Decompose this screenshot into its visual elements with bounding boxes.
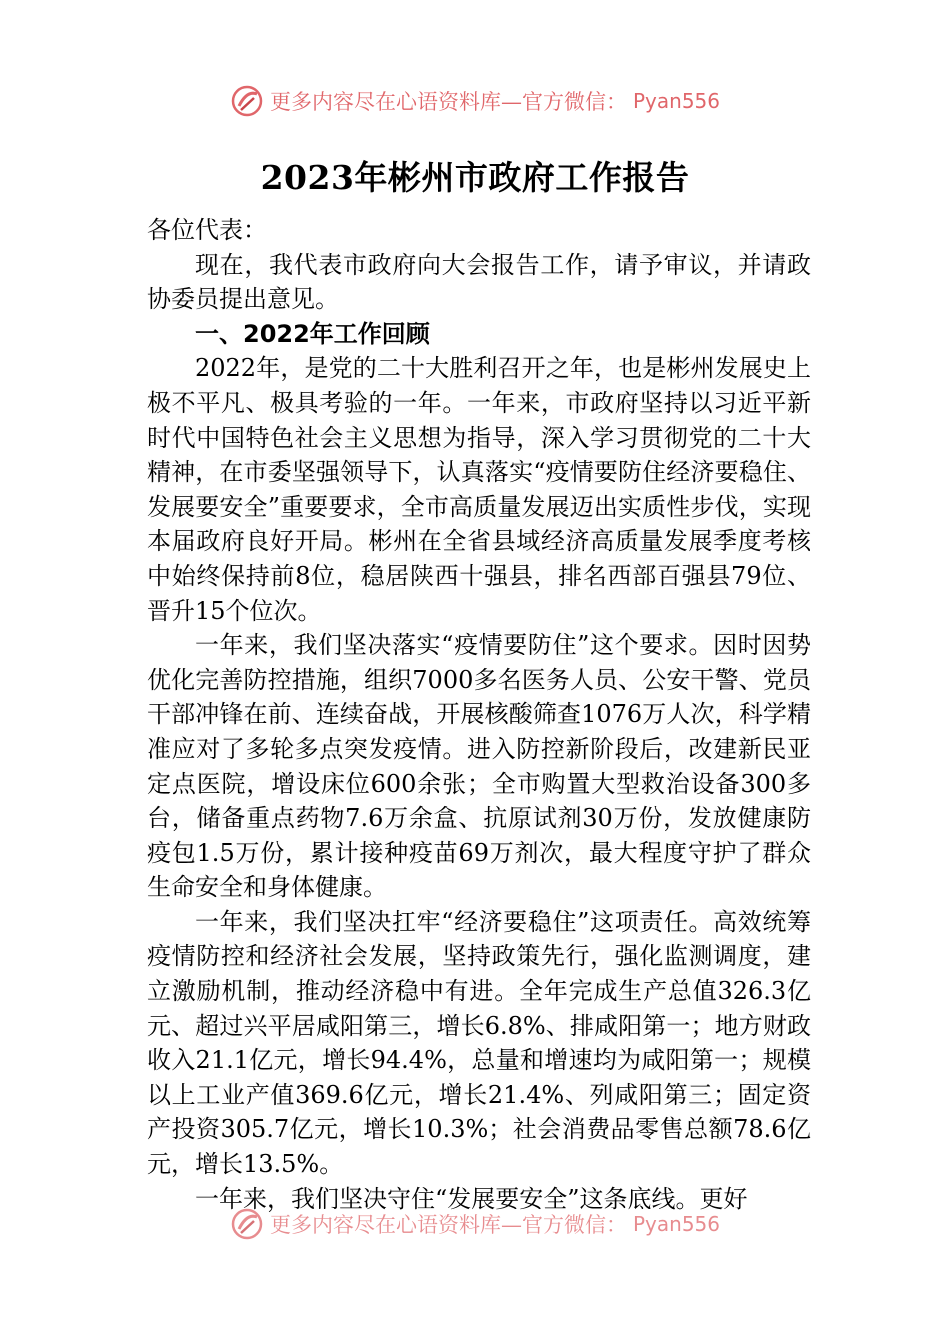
- paragraph: 现在，我代表市政府向大会报告工作，请予审议，并请政协委员提出意见。: [147, 250, 811, 314]
- paragraph: 一年来，我们坚决守住“发展要安全”这条底线。更好: [195, 1184, 748, 1213]
- watermark-id: Pyan556: [632, 89, 720, 113]
- paragraph: 一年来，我们坚决落实“疫情要防住”这个要求。因时因势优化完善防控措施，组织7000多名医务人员、公安干警、党员干部冲锋在前、连续奋战，开展核酸筛查1076万人次，科学精准应对了多轮多点突发疫情。进入防控新阶段后，改建新民亚定点医院，增设床位600余张；全市购置大型救治设备300多台，储备重点药物7.6万余盒、抗原试剂30万份，发放健康防疫包1.5万份，累计接种疫苗69万剂次，最大程度守护了群众生命安全和身体健康。: [147, 631, 811, 902]
- watermark-bottom: [0, 1207, 950, 1241]
- watermark-id: Pyan556: [632, 1212, 720, 1236]
- document-title: 2023年彬州市政府工作报告: [260, 158, 690, 197]
- watermark-text: 更多内容尽在心语资料库—官方微信：: [269, 90, 627, 114]
- paragraph: 2022年，是党的二十大胜利召开之年，也是彬州发展史上极不平凡、极具考验的一年。一年来，市政府坚持以习近平新时代中国特色社会主义思想为指导，深入学习贯彻党的二十大精神，在市委坚强领导下，认真落实“疫情要防住经济要稳住、发展要安全”重要要求，全市高质量发展迈出实质性步伐，实现本届政府良好开局。彬州在全省县域经济高质量发展季度考核中始终保持前8位，稳居陕西十强县，排名西部百强县79位、晋升15个位次。: [147, 354, 811, 625]
- document-body: [147, 213, 811, 1216]
- section-heading: 一、2022年工作回顾: [195, 319, 430, 348]
- paragraph: 一年来，我们坚决扛牢“经济要稳住”这项责任。高效统筹疫情防控和经济社会发展，坚持政策先行，强化监测调度，建立激励机制，推动经济稳中有进。全年完成生产总值326.3亿元、超过兴平居咸阳第三，增长6.8%、排咸阳第一；地方财政收入21.1亿元，增长94.4%，总量和增速均为咸阳第一；规模以上工业产值369.6亿元，增长21.4%、列咸阳第三；固定资产投资305.7亿元，增长10.3%；社会消费品零售总额78.6亿元，增长13.5%。: [147, 907, 811, 1179]
- brand-logo-icon: [230, 1207, 264, 1241]
- watermark-text: 更多内容尽在心语资料库—官方微信：: [269, 1213, 627, 1237]
- salutation: 各位代表：: [147, 216, 267, 244]
